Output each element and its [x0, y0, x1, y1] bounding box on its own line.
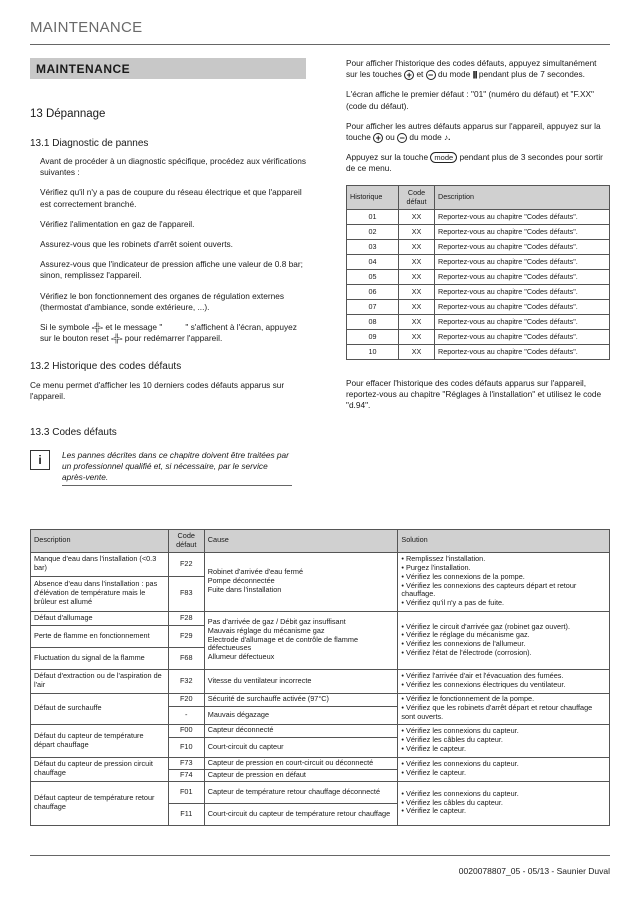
clear-history-paragraph: Pour effacer l'historique des codes défauts apparus sur l'appareil, reportez-vous au chapitre "Réglages à l'installation" et utilisez le code "d.94". [346, 377, 602, 411]
info-note [30, 450, 306, 487]
table-row: 08 XX Reportez-vous au chapitre "Codes défauts". [347, 314, 610, 329]
page-header-title: MAINTENANCE [30, 19, 143, 36]
minus-icon: − [397, 133, 407, 143]
code-col-header: Code défaut [399, 185, 435, 209]
footer-reference: 0020078807_05 - 05/13 - Saunier Duval [458, 866, 610, 876]
section-13-1-title: 13.1 Diagnostic de pannes [30, 137, 149, 149]
note-text: Les pannes décrites dans ce chapitre doivent être traitées par un professionnel qualifié et, si nécessaire, par le service après-vente. [62, 450, 292, 487]
section-banner: MAINTENANCE [30, 58, 306, 79]
diagnostic-paragraph: Assurez-vous que l'indicateur de pression affiche une valeur de 0.8 bar; sinon, remplissez l'appareil. [40, 259, 303, 281]
fault-symbol-icon: -╬- [91, 321, 104, 332]
table-row: Manque d'eau dans l'installation (<0.3 bar) F22 Robinet d'arrivée d'eau fermé Pompe déconnectée Fuite dans l'installation • Remplissez l'installation. • Purgez l'installation. • Vérifiez les connexions de la pompe. • Vérifiez les connexions des capteurs départ et retour chauffage. • Vérifiez qu'il n'y a pas de fuite. [31, 552, 610, 576]
table-row: 07 XX Reportez-vous au chapitre "Codes défauts". [347, 299, 610, 314]
table-row: Défaut du capteur de pression circuit chauffage F73 Capteur de pression en court-circuit ou déconnecté • Vérifiez les connexions du capteur. • Vérifiez le capteur. [31, 757, 610, 769]
history-table-header [347, 185, 610, 209]
reset-icon: -╬- [111, 333, 123, 344]
table-row: 04 XX Reportez-vous au chapitre "Codes défauts". [347, 254, 610, 269]
history-table [346, 185, 610, 360]
table-row: 01 XX Reportez-vous au chapitre "Codes défauts". [347, 209, 610, 224]
section-13-2-title: 13.2 Historique des codes défauts [30, 361, 182, 373]
diagnostic-paragraph: Assurez-vous que les robinets d'arrêt soient ouverts. [40, 238, 233, 249]
diagnostic-paragraph: Vérifiez le bon fonctionnement des organes de régulation externes (thermostat d'ambiance, sonde extérieure, ...). [40, 290, 284, 312]
table-row: Absence d'eau dans l'installation : pas d'élévation de température mais le brûleur est allumé F83 [31, 576, 610, 611]
table-row: Perte de flamme en fonctionnement F29 [31, 625, 610, 647]
left-column [30, 58, 306, 486]
table-row: 09 XX Reportez-vous au chapitre "Codes défauts". [347, 329, 610, 344]
plus-icon: + [373, 133, 383, 143]
description-col-header: Description [31, 530, 169, 553]
tap-icon: ♪. [444, 131, 451, 142]
table-row: F11 Court-circuit du capteur de température retour chauffage [31, 803, 610, 825]
section-13-title: 13 Dépannage [30, 108, 106, 120]
table-row: 10 XX Reportez-vous au chapitre "Codes défauts". [347, 344, 610, 359]
diagnostic-paragraph: Vérifiez qu'il n'y a pas de coupure du réseau électrique et que l'appareil est correctement branché. [40, 187, 302, 209]
table-row: Défaut capteur de température retour chauffage F01 Capteur de température retour chauffage déconnecté • Vérifiez les connexions du capteur. • Vérifiez les câbles du capteur. • Vérifiez le capteur. [31, 781, 610, 803]
table-row: - Mauvais dégazage [31, 706, 610, 724]
table-row: Défaut de surchauffe F20 Sécurité de surchauffe activée (97°C) • Vérifiez le fonctionnement de la pompe. • Vérifiez que les robinets d'arrêt départ et retour chauffage sont ouverts. [31, 693, 610, 706]
table-row: 03 XX Reportez-vous au chapitre "Codes défauts". [347, 239, 610, 254]
history-col-header: Historique [347, 185, 399, 209]
header-divider [30, 44, 610, 45]
exit-menu-paragraph: Appuyez sur la touche mode pendant plus de 3 secondes pour sortir de ce menu. [346, 152, 603, 174]
section-13-3-title: 13.3 Codes défauts [30, 427, 117, 439]
diagnostic-body [30, 156, 306, 344]
description-col-header: Description [435, 185, 610, 209]
solution-col-header: Solution [398, 530, 610, 553]
table-row: Défaut d'extraction ou de l'aspiration de l'air F32 Vitesse du ventilateur incorrecte • Vérifiez l'arrivée d'air et l'évacuation des fumées. • Vérifiez les connexions électriques du ventilateur. [31, 669, 610, 693]
heating-mode-icon: ||| [472, 69, 477, 80]
table-row: 06 XX Reportez-vous au chapitre "Codes défauts". [347, 284, 610, 299]
table-row: Défaut du capteur de température départ chauffage F00 Capteur déconnecté • Vérifiez les connexions du capteur. • Vérifiez les câbles du capteur. • Vérifiez le capteur. [31, 724, 610, 737]
fault-table-header [31, 530, 610, 553]
table-row: Défaut d'allumage F28 Pas d'arrivée de gaz / Débit gaz insuffisant Mauvais réglage du mécanisme gaz Electrode d'allumage et de contrôle de flamme défectueuses Allumeur défectueux • Vérifiez le circuit d'arrivée gaz (robinet gaz ouvert). • Vérifiez le réglage du mécanisme gaz. • Vérifiez les connexions de l'allumeur. • Vérifiez l'état de l'électrode (corrosion). [31, 611, 610, 625]
diagnostic-paragraph: Avant de procéder à un diagnostic spécifique, procédez aux vérifications suivantes : [40, 156, 306, 178]
diagnostic-paragraph: Vérifiez l'alimentation en gaz de l'appareil. [40, 218, 195, 229]
reset-paragraph: Si le symbole -╬- et le message " " s'affichent à l'écran, appuyez sur le bouton reset -╬- pour redémarrer l'appareil. [40, 321, 297, 344]
table-row: 02 XX Reportez-vous au chapitre "Codes défauts". [347, 224, 610, 239]
minus-icon: − [426, 70, 436, 80]
history-intro: Ce menu permet d'afficher les 10 derniers codes défauts apparus sur l'appareil. [30, 379, 285, 401]
footer-divider [30, 855, 610, 856]
mode-key-icon: mode [430, 152, 457, 163]
first-fault-paragraph: L'écran affiche le premier défaut : "01" (numéro du défaut) et "F.XX" (code du défaut). [346, 89, 594, 111]
info-icon: i [30, 450, 50, 470]
plus-icon: + [404, 70, 414, 80]
table-row: F74 Capteur de pression en défaut [31, 769, 610, 781]
fault-codes-table [30, 529, 610, 826]
cause-col-header: Cause [204, 530, 398, 553]
history-instructions: Pour afficher l'historique des codes défauts, appuyez simultanément sur les touches + et − du mode ||| pendant plus de 7 secondes. [346, 58, 597, 81]
right-column [346, 58, 610, 412]
other-faults-paragraph: Pour afficher les autres défauts apparus sur l'appareil, appuyez sur la touche + ou − du mode ♪. [346, 120, 601, 143]
table-row: 05 XX Reportez-vous au chapitre "Codes défauts". [347, 269, 610, 284]
code-col-header: Code défaut [168, 530, 204, 553]
table-row: F10 Court-circuit du capteur [31, 737, 610, 757]
table-row: Fluctuation du signal de la flamme F68 [31, 647, 610, 669]
